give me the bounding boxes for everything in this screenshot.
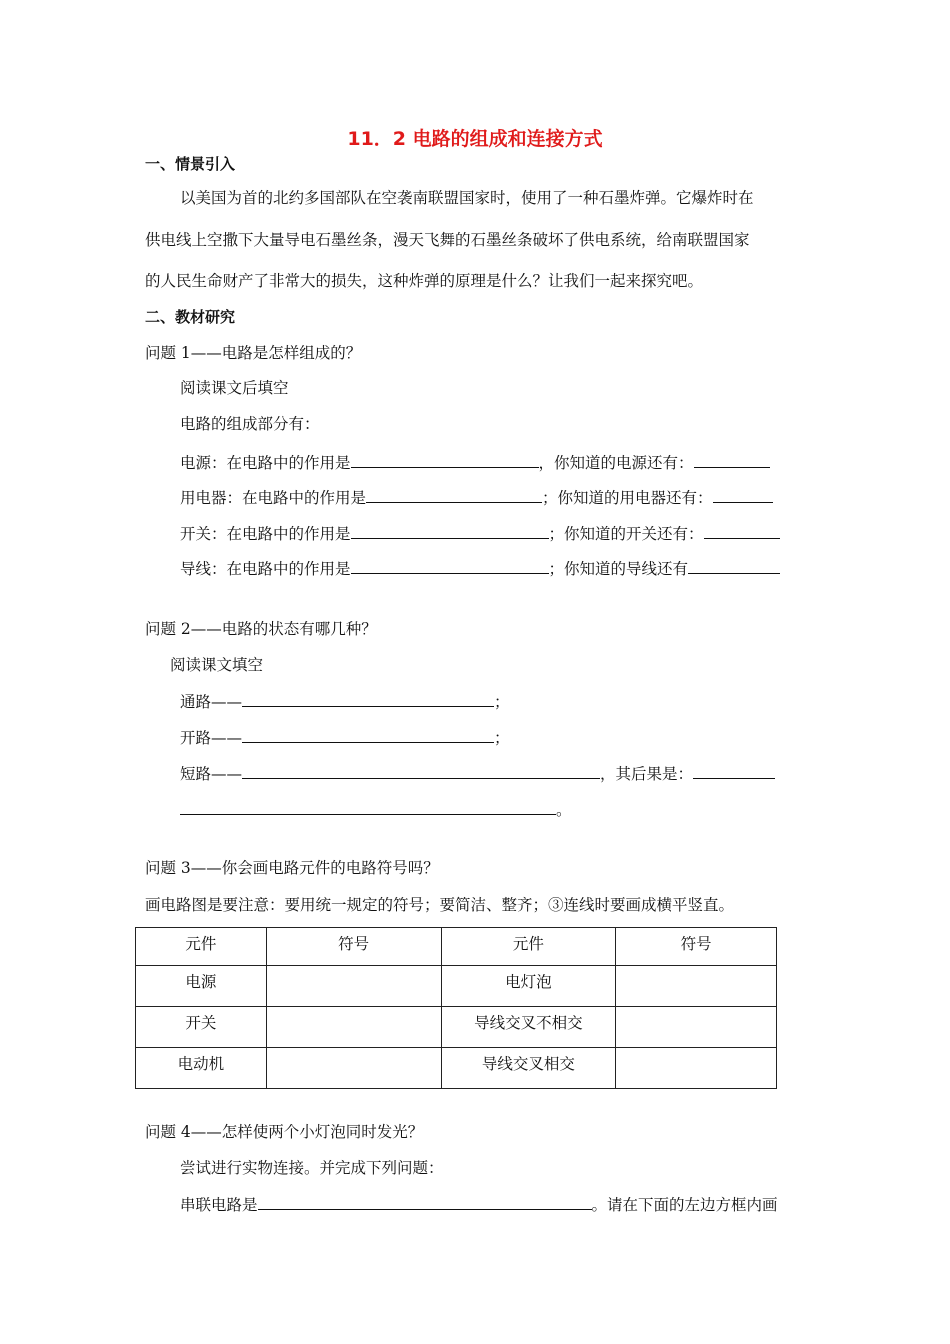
closed-circuit-end: ； — [494, 693, 510, 711]
question-1-instruction: 阅读课文后填空 — [180, 379, 289, 397]
question-3-title: 问题 3——你会画电路元件的电路符号吗？ — [145, 859, 439, 877]
component-cell: 电动机 — [136, 1048, 267, 1089]
intro-paragraph-line-1: 以美国为首的北约多国部队在空袭南联盟国家时，使用了一种石墨炸弹。它爆炸时在 — [180, 189, 754, 207]
power-examples-blank[interactable] — [694, 451, 770, 468]
power-function-blank[interactable] — [351, 451, 539, 468]
series-circuit-tail: 。请在下面的左边方框内画 — [591, 1196, 778, 1214]
wire-mid: ；你知道的导线还有 — [548, 560, 689, 578]
power-mid: ，你知道的电源还有： — [538, 454, 694, 472]
symbol-cell[interactable] — [616, 1048, 777, 1089]
closed-circuit-row — [180, 690, 510, 712]
question-4-title-prefix: 问题 4 — [145, 1123, 191, 1141]
component-cell: 电源 — [136, 966, 267, 1007]
intro-paragraph-line-3: 的人民生命财产了非常大的损失，这种炸弹的原理是什么？让我们一起来探究吧。 — [145, 272, 704, 290]
wire-label: 导线：在电路中的作用是 — [180, 560, 351, 578]
symbol-cell[interactable] — [266, 1007, 441, 1048]
appliance-mid: ；你知道的用电器还有： — [542, 489, 713, 507]
switch-examples-blank[interactable] — [704, 522, 780, 539]
series-circuit-label: 串联电路是 — [180, 1196, 258, 1214]
appliance-examples-blank[interactable] — [713, 486, 773, 503]
short-circuit-row-2 — [180, 798, 572, 820]
short-circuit-label: 短路—— — [180, 765, 243, 783]
short-circuit-row — [180, 762, 775, 784]
page-title: 11．2 电路的组成和连接方式 — [347, 128, 603, 150]
question-1-intro: 电路的组成部分有： — [180, 415, 320, 433]
switch-label: 开关：在电路中的作用是 — [180, 525, 351, 543]
symbol-cell[interactable] — [616, 1007, 777, 1048]
question-3-note: 画电路图是要注意：要用统一规定的符号；要简洁、整齐；③连线时要画成横平竖直。 — [145, 896, 735, 914]
component-cell: 电灯泡 — [441, 966, 616, 1007]
table-header-row — [136, 928, 777, 966]
wire-examples-blank[interactable] — [688, 557, 780, 574]
wire-row — [180, 557, 780, 579]
closed-circuit-blank[interactable] — [242, 690, 494, 707]
symbol-cell[interactable] — [266, 966, 441, 1007]
symbol-cell[interactable] — [266, 1048, 441, 1089]
component-cell: 导线交叉不相交 — [441, 1007, 616, 1048]
power-label: 电源：在电路中的作用是 — [180, 454, 351, 472]
series-circuit-row — [180, 1193, 778, 1215]
section-heading-intro: 一、情景引入 — [145, 155, 236, 173]
open-circuit-row — [180, 726, 510, 748]
section-heading-study: 二、教材研究 — [145, 308, 236, 326]
component-cell: 导线交叉相交 — [441, 1048, 616, 1089]
question-1-title: 问题 1——电路是怎样组成的？ — [145, 344, 362, 362]
appliance-function-blank[interactable] — [366, 486, 542, 503]
table-header-cell: 符号 — [266, 928, 441, 966]
table-row — [136, 966, 777, 1007]
symbol-cell[interactable] — [616, 966, 777, 1007]
question-4-title — [145, 1122, 423, 1142]
appliance-label: 用电器：在电路中的作用是 — [180, 489, 367, 507]
short-circuit-result-blank[interactable] — [693, 762, 775, 779]
open-circuit-end: ； — [494, 729, 510, 747]
component-cell: 开关 — [136, 1007, 267, 1048]
short-circuit-result-blank-2[interactable] — [180, 798, 556, 815]
short-circuit-end: 。 — [556, 801, 572, 819]
question-2-title: 问题 2——电路的状态有哪几种？ — [145, 620, 377, 638]
table-header-cell: 符号 — [616, 928, 777, 966]
closed-circuit-label: 通路—— — [180, 693, 243, 711]
intro-paragraph-line-2: 供电线上空撒下大量导电石墨丝条，漫天飞舞的石墨丝条破坏了供电系统，给南联盟国家 — [145, 231, 750, 249]
question-2-instruction: 阅读课文填空 — [170, 656, 264, 674]
short-circuit-blank[interactable] — [242, 762, 600, 779]
short-circuit-mid: ，其后果是： — [600, 765, 694, 783]
appliance-row — [180, 486, 773, 508]
series-circuit-blank[interactable] — [258, 1193, 592, 1210]
open-circuit-label: 开路—— — [180, 729, 243, 747]
table-row — [136, 1048, 777, 1089]
switch-mid: ；你知道的开关还有： — [548, 525, 704, 543]
open-circuit-blank[interactable] — [242, 726, 494, 743]
table-row — [136, 1007, 777, 1048]
question-4-instruction: 尝试进行实物连接。并完成下列问题： — [180, 1159, 444, 1177]
wire-function-blank[interactable] — [351, 557, 549, 574]
power-row — [180, 451, 770, 473]
table-header-cell: 元件 — [441, 928, 616, 966]
switch-row — [180, 522, 780, 544]
table-header-cell: 元件 — [136, 928, 267, 966]
switch-function-blank[interactable] — [351, 522, 549, 539]
symbol-table — [135, 927, 777, 1089]
question-4-title-rest: ——怎样使两个小灯泡同时发光？ — [190, 1123, 424, 1141]
